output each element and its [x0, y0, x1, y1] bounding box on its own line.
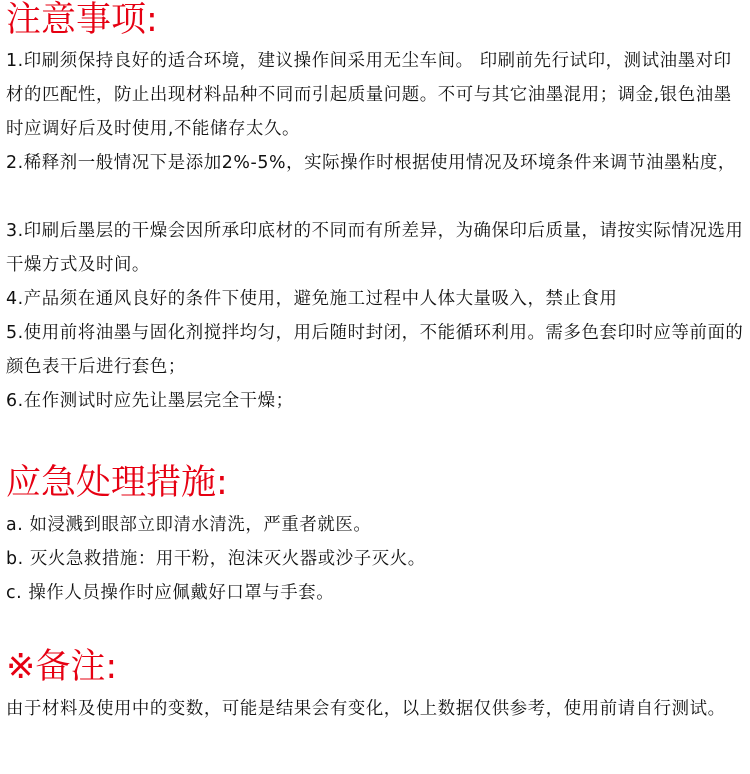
note-item-3: 3.印刷后墨层的干燥会因所承印底材的不同而有所差异，为确保印后质量，请按实际情况选用干燥方式及时间。 [6, 221, 744, 275]
note-item-6: 6.在作测试时应先让墨层完全干燥； [6, 391, 294, 411]
emergency-item-a: a. 如浸溅到眼部立即清水清洗，严重者就医。 [6, 515, 372, 535]
note-item-2: 2.稀释剂一般情况下是添加2%-5%，实际操作时根据使用情况及环境条件来调节油墨粘度， [6, 153, 736, 173]
emergency-item-b: b. 灭火急救措施：用干粉，泡沫灭火器或沙子灭火。 [6, 549, 426, 569]
emergency-item-c: c. 操作人员操作时应佩戴好口罩与手套。 [6, 583, 335, 603]
note-item-5: 5.使用前将油墨与固化剂搅拌均匀，用后随时封闭，不能循环利用。需多色套印时应等前面的颜色表干后进行套色； [6, 323, 744, 377]
remarks-text: 由于材料及使用中的变数，可能是结果会有变化，以上数据仅供参考，使用前请自行测试。 [6, 699, 726, 719]
notes-heading: 注意事项: [6, 0, 158, 40]
note-item-4: 4.产品须在通风良好的条件下使用，避免施工过程中人体大量吸入，禁止食用 [6, 289, 618, 309]
remarks-heading: ※备注: [6, 647, 118, 687]
note-item-1: 1.印刷须保持良好的适合环境，建议操作间采用无尘车间。 印刷前先行试印，测试油墨对印材的匹配性，防止出现材料品种不同而引起质量问题。不可与其它油墨混用；调金,银色油墨时应调好后及时使用,不能储存太久。 [6, 51, 732, 139]
emergency-heading: 应急处理措施: [6, 463, 228, 503]
